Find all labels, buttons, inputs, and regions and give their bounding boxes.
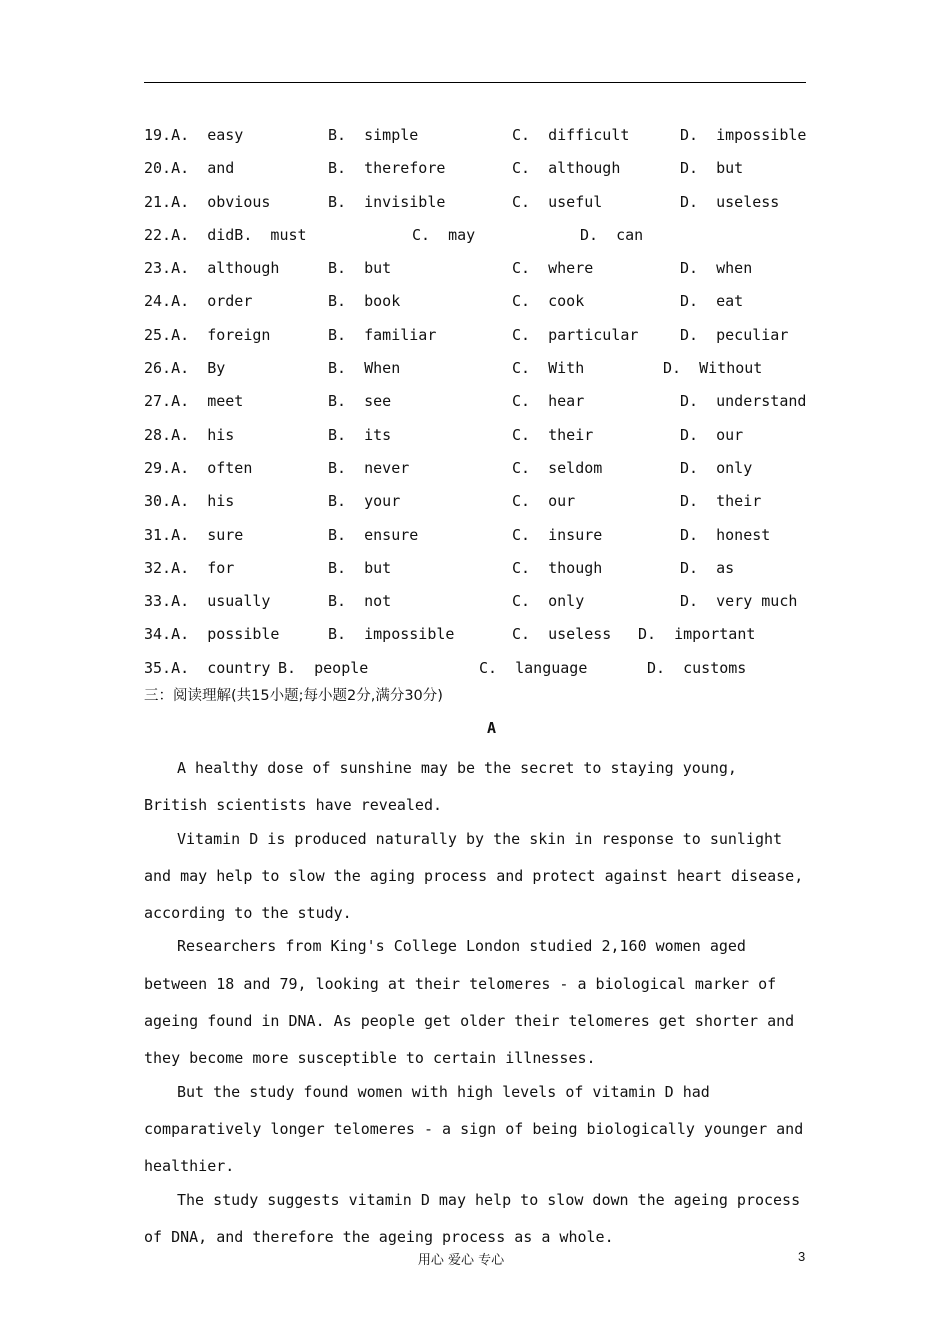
- option-b: B. therefore: [328, 159, 446, 178]
- option-a: 19.A. easy: [144, 126, 244, 144]
- option-c: C. insure: [512, 525, 603, 544]
- passage-letter: A: [486, 719, 497, 737]
- option-b: B. but: [328, 558, 392, 577]
- question-row-20: [0, 159, 950, 192]
- option-c: C. language: [479, 658, 588, 677]
- option-a: 23.A. although: [144, 259, 280, 278]
- option-c: C. useless: [512, 625, 612, 644]
- option-a: 31.A. sure: [144, 525, 244, 544]
- option-a: 35.A. country: [144, 658, 271, 677]
- question-row-29: [0, 459, 950, 492]
- option-a: 25.A. foreign: [144, 325, 271, 344]
- question-row-30: [0, 492, 950, 525]
- option-c: C. hear: [512, 392, 585, 411]
- option-d: D. honest: [680, 525, 771, 544]
- question-row-19: [0, 126, 950, 159]
- question-row-33: [0, 592, 950, 625]
- option-b: B. ensure: [328, 525, 419, 544]
- option-d: D. but: [680, 159, 744, 178]
- option-d: D. when: [680, 259, 753, 278]
- option-a: 20.A. and: [144, 159, 235, 178]
- paragraph: A healthy dose of sunshine may be the secret to staying young, British scientists have revealed.: [144, 759, 737, 815]
- question-row-35: [0, 659, 950, 692]
- option-c: C. may: [412, 225, 476, 244]
- question-row-27: [0, 392, 950, 425]
- paragraph: The study suggests vitamin D may help to slow down the ageing process of DNA, and therefore the ageing process as a whole.: [144, 1190, 801, 1246]
- option-d: D. important: [638, 625, 756, 644]
- option-a: 27.A. meet: [144, 392, 244, 411]
- question-row-23: [0, 259, 950, 292]
- option-b: B. not: [328, 592, 392, 611]
- option-c: C. only: [512, 592, 585, 611]
- section-title: 三：阅读理解(共15小题;每小题2分,满分30分): [144, 688, 443, 704]
- option-a: 33.A. usually: [144, 592, 271, 611]
- option-b: B. never: [328, 458, 410, 477]
- option-c: C. their: [512, 425, 594, 444]
- question-row-24: [0, 292, 950, 325]
- option-c: C. With: [512, 359, 585, 378]
- option-d: D. understand: [680, 392, 807, 411]
- option-a: 29.A. often: [144, 458, 253, 477]
- option-b: B. impossible: [328, 625, 455, 644]
- question-row-32: [0, 559, 950, 592]
- question-row-28: [0, 426, 950, 459]
- option-b: B. invisible: [328, 192, 446, 211]
- page-number: 3: [798, 1249, 806, 1264]
- option-d: D. useless: [680, 192, 780, 211]
- header-rule: [144, 82, 806, 83]
- option-d: D. their: [680, 492, 762, 511]
- option-c: C. although: [512, 159, 621, 178]
- question-row-26: [0, 359, 950, 392]
- option-a: 24.A. order: [144, 292, 253, 311]
- option-c: C. particular: [512, 325, 639, 344]
- question-row-22: [0, 226, 950, 259]
- option-d: D. eat: [680, 292, 744, 311]
- option-b: B. its: [328, 425, 392, 444]
- option-b: B. book: [328, 292, 401, 311]
- paragraph: Researchers from King's College London studied 2,160 women aged between 18 and 79, looking at their telomeres - a biological marker of ageing found in DNA. As people get older their telomeres get shorter and they become more susceptible to certain illnesses.: [144, 937, 795, 1068]
- option-b: B. people: [278, 658, 369, 677]
- reading-passage: [144, 750, 808, 1256]
- option-b: B. your: [328, 492, 401, 511]
- page-footer: 用心 爱心 专心: [417, 1253, 505, 1268]
- option-a: 32.A. for: [144, 558, 235, 577]
- paragraph: But the study found women with high levels of vitamin D had comparatively longer telomeres - a sign of being biologically younger and healthier.: [144, 1082, 804, 1176]
- option-a: 21.A. obvious: [144, 192, 271, 211]
- option-d: D. impossible: [680, 126, 807, 144]
- option-c: C. useful: [512, 192, 603, 211]
- question-row-31: [0, 526, 950, 559]
- option-d: D. very much: [680, 592, 798, 611]
- option-b: B. When: [328, 359, 401, 378]
- option-d: D. Without: [663, 359, 763, 378]
- option-a: 30.A. his: [144, 492, 235, 511]
- option-d: D. only: [680, 458, 753, 477]
- option-d: D. can: [580, 225, 644, 244]
- option-a: 28.A. his: [144, 425, 235, 444]
- option-a: 22.A. didB. must: [144, 225, 307, 244]
- option-c: C. seldom: [512, 458, 603, 477]
- question-row-34: [0, 625, 950, 658]
- option-c: C. our: [512, 492, 576, 511]
- option-a: 26.A. By: [144, 359, 226, 378]
- option-a: 34.A. possible: [144, 625, 280, 644]
- option-d: D. our: [680, 425, 744, 444]
- option-c: C. cook: [512, 292, 585, 311]
- option-d: D. as: [680, 558, 735, 577]
- option-c: C. though: [512, 558, 603, 577]
- option-b: B. see: [328, 392, 392, 411]
- option-d: D. peculiar: [680, 325, 789, 344]
- option-b: B. simple: [328, 126, 419, 144]
- option-b: B. but: [328, 259, 392, 278]
- option-c: C. where: [512, 259, 594, 278]
- option-c: C. difficult: [512, 126, 630, 144]
- option-b: B. familiar: [328, 325, 437, 344]
- options-list: [0, 126, 950, 692]
- question-row-21: [0, 193, 950, 226]
- option-d: D. customs: [647, 658, 747, 677]
- paragraph: Vitamin D is produced naturally by the skin in response to sunlight and may help to slow the aging process and protect against heart disease, according to the study.: [144, 829, 804, 923]
- question-row-25: [0, 326, 950, 359]
